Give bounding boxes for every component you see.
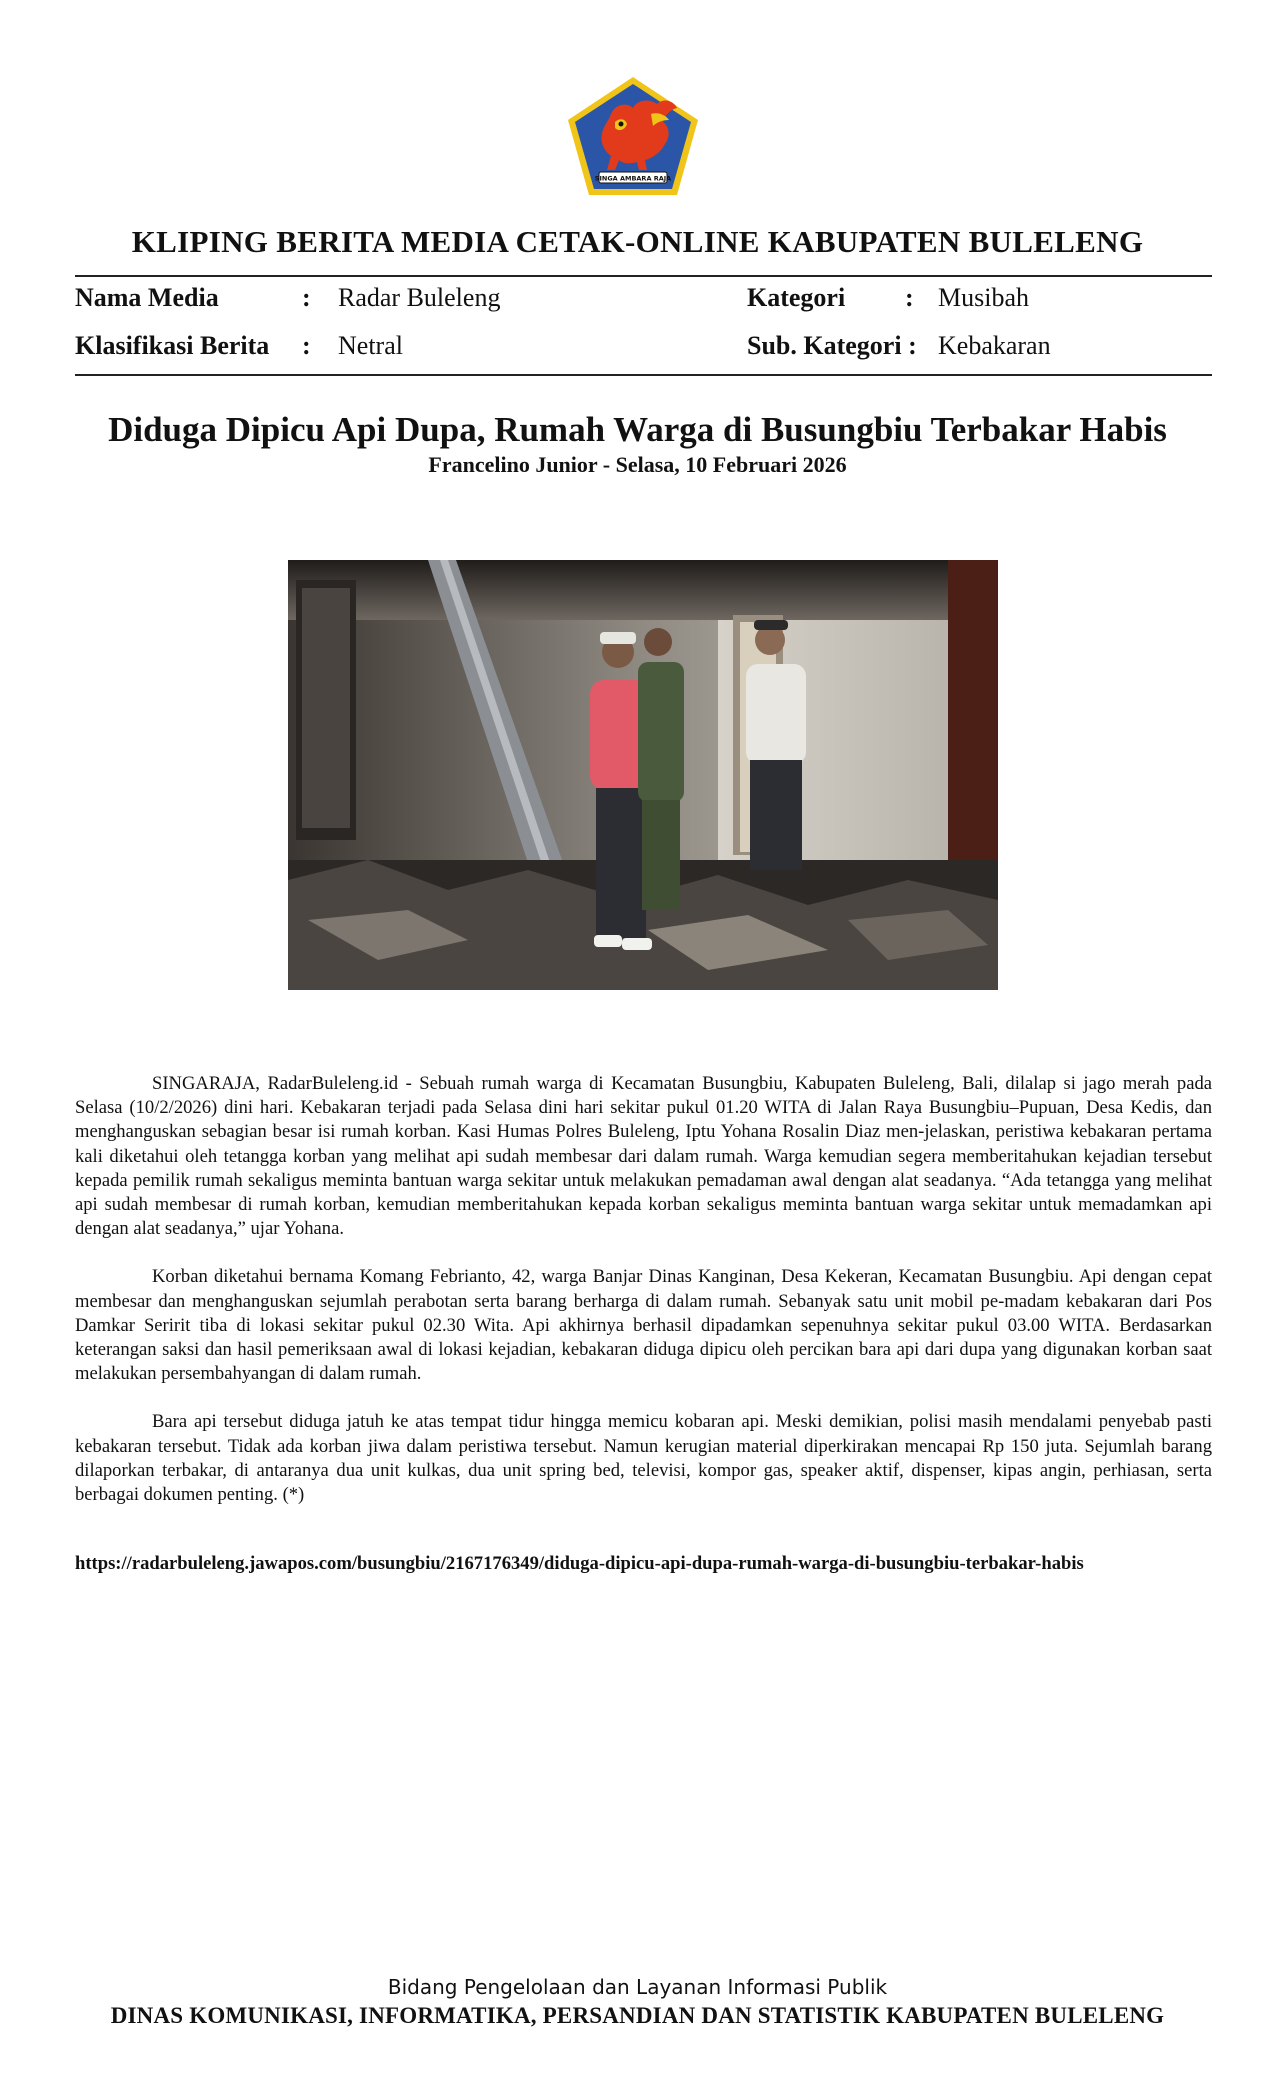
klasifikasi-value: Netral [338,331,403,360]
top-divider [75,275,1212,277]
burnt-house-photo [288,560,998,990]
nama-media-value: Radar Buleleng [338,283,501,312]
klasifikasi-label: Klasifikasi Berita [75,331,270,360]
kategori-value: Musibah [938,283,1029,312]
nama-media-separator: : [302,283,311,312]
article-paragraph: Bara api tersebut diduga jatuh ke atas tempat tidur hingga memicu kobaran api. Meski demikian, polisi masih mendalami penyebab pasti kebakaran tersebut. Tidak ada korban jiwa dalam peristiwa tersebut. Namun kerugian material diperkirakan mencapai Rp 150 juta. Sejumlah barang dilaporkan terbakar, di antaranya dua unit kulkas, dua unit spring bed, televisi, kompor gas, speaker aktif, dispenser, kipas angin, perhiasan, serta berbagai dokumen penting. (*) [75,1411,1212,1506]
document-title: KLIPING BERITA MEDIA CETAK-ONLINE KABUPATEN BULELENG [131,224,1144,259]
buleleng-crest-logo [565,74,701,200]
bottom-divider [75,374,1212,376]
sub-kategori-value: Kebakaran [938,331,1051,360]
klasifikasi-separator: : [302,331,311,360]
article-headline: Diduga Dipicu Api Dupa, Rumah Warga di Busungbiu Terbakar Habis [108,410,1167,449]
article-paragraph: Korban diketahui bernama Komang Febrianto, 42, warga Banjar Dinas Kanginan, Desa Kekeran, Kecamatan Busungbiu. Api dengan cepat membesar dan menghanguskan sejumlah perabotan serta barang berharga di dalam rumah. Sebanyak satu unit mobil pe-madam kebakaran dari Pos Damkar Seririt tiba di lokasi sekitar pukul 02.30 Wita. Api akhirnya berhasil dipadamkan sepenuhnya sekitar pukul 03.00 WITA. Berdasarkan keterangan saksi dan hasil pemeriksaan awal di lokasi kejadian, kebakaran diduga dipicu oleh percikan bara api dari dupa yang digunakan korban saat melakukan persembahyangan di dalam rumah. [75,1266,1212,1385]
footer-department-name: DINAS KOMUNIKASI, INFORMATIKA, PERSANDIAN DAN STATISTIK KABUPATEN BULELENG [110,2003,1165,2028]
article-paragraph: SINGARAJA, RadarBuleleng.id - Sebuah rumah warga di Kecamatan Busungbiu, Kabupaten Buleleng, Bali, dilalap si jago merah pada Selasa (10/2/2026) dini hari. Kebakaran terjadi pada Selasa dini hari sekitar pukul 01.20 WITA di Jalan Raya Busungbiu–Pupuan, Desa Kedis, dan menghanguskan sebagian besar isi rumah korban. Kasi Humas Polres Buleleng, Iptu Yohana Rosalin Diaz men-jelaskan, peristiwa kebakaran pertama kali diketahui oleh tetangga korban yang melihat api sudah membesar dari dalam rumah. Warga kemudian segera memberitahukan kejadian tersebut kepada pemilik rumah sekaligus meminta bantuan warga sekitar untuk melakukan pemadaman awal dengan alat seadanya. “Ada tetangga yang melihat api sudah membesar di rumah korban, kemudian memberitahukan kepada korban sekaligus meminta bantuan warga sekitar untuk memadamkan api dengan alat seadanya,” ujar Yohana. [75,1073,1212,1240]
footer-unit-name: Bidang Pengelolaan dan Layanan Informasi Publik [387,1975,888,1999]
crest-motto: SINGA AMBARA RAJA [594,174,672,183]
kategori-label: Kategori [747,283,846,312]
kategori-separator: : [905,283,914,312]
source-link[interactable]: https://radarbuleleng.jawapos.com/busungbiu/2167176349/diduga-dipicu-api-dupa-rumah-warga-di-busungbiu-terbakar-habis [75,1553,1084,1574]
sub-kategori-label: Sub. Kategori : [747,331,917,360]
article-byline: Francelino Junior - Selasa, 10 Februari 2026 [428,452,847,477]
news-photo [288,560,998,990]
crest-emblem [565,74,701,200]
nama-media-label: Nama Media [75,283,219,312]
article-body [75,1072,1212,1531]
